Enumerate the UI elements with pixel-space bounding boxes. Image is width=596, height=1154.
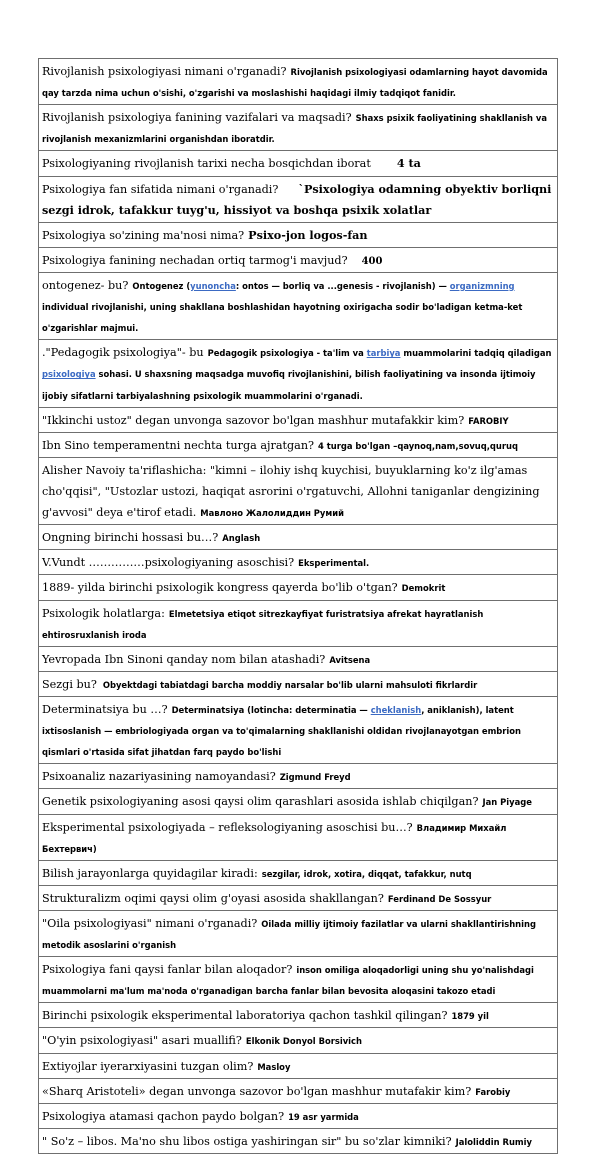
answer-text: Farobiy — [475, 1086, 511, 1097]
answer-text: Avitsena — [329, 654, 371, 665]
answer-part: individual rivojlanishi, uning shakllana boshlashidan hayotning oxirigacha sodir bo'ladigan ketma-ket o'zgarishlar majmui. — [42, 302, 523, 334]
answer-text: Anglash — [222, 533, 261, 544]
table-row — [39, 646, 558, 671]
answer-text: sezgilar, idrok, xotira, diqqat, tafakkur, nutq — [261, 868, 472, 879]
answer-text: Oilada milliy ijtimoiy fazilatlar va ularni shakllantirishning metodik asoslarini o'rganish — [42, 918, 536, 951]
answer-text: Masloy — [257, 1061, 291, 1072]
question-text: Strukturalizm oqimi qaysi olim g'oyasi asosida shakllangan? — [42, 891, 384, 905]
table-cell — [39, 957, 558, 1003]
table-cell — [39, 525, 558, 550]
question-text: "Oila psixologiyasi" nimani o'rganadi? — [42, 916, 258, 930]
question-text: ."Pedagogik psixologiya"- bu — [42, 346, 204, 360]
table-row — [39, 1053, 558, 1078]
table-cell — [39, 814, 558, 860]
question-text: Psixologiya fan sifatida nimani o'rganadi? — [42, 182, 279, 196]
table-row — [39, 1078, 558, 1103]
question-text: Ibn Sino temperamentni nechta turga ajratgan? — [42, 438, 315, 452]
question-text: Yevropada Ibn Sinoni qanday nom bilan atashadi? — [42, 652, 326, 666]
table-cell — [39, 1078, 558, 1103]
table-row — [39, 550, 558, 575]
table-row — [39, 525, 558, 550]
question-text: «Sharq Aristoteli» degan unvonga sazovor bo'lgan mashhur mutafakir kim? — [42, 1084, 472, 1098]
answer-text: Psixo-jon logos-fan — [248, 227, 368, 242]
table-cell — [39, 910, 558, 956]
question-text: Extiyojlar iyerarxiyasini tuzgan olim? — [42, 1059, 254, 1073]
answer-text: Мавлоно Жалолиддин Румий — [200, 508, 344, 519]
table-row — [39, 247, 558, 272]
answer-text: Rivojlanish psixologiyasi odamlarning hayot davomida qay tarzda nima uchun o'sishi, o'zgarishi va moslashishi haqidagi ilmiy tadqiqot fanidir. — [42, 67, 548, 99]
table-cell — [39, 247, 558, 272]
table-row — [39, 860, 558, 885]
answer-text: 4 ta — [396, 156, 421, 171]
table-row — [39, 59, 558, 105]
answer-text: Elkonik Donyol Borsivich — [245, 1036, 362, 1047]
question-text: Rivojlanish psixologiya fanining vazifalari va maqsadi? — [42, 111, 352, 125]
table-row — [39, 1103, 558, 1128]
table-cell — [39, 885, 558, 910]
answer-text: Eksperimental. — [298, 558, 370, 569]
qa-table — [38, 58, 558, 1154]
table-cell — [39, 1028, 558, 1053]
table-row — [39, 340, 558, 407]
table-row — [39, 105, 558, 151]
table-row — [39, 600, 558, 646]
answer-part: : ontos — borliq va ...genesis - rivojlanish) — — [235, 280, 450, 291]
table-row — [39, 457, 558, 524]
question-text: Psixoanaliz nazariyasining namoyandasi? — [42, 770, 276, 784]
table-cell — [39, 272, 558, 339]
answer-text: 4 turga bo'lgan –qaynoq,nam,sovuq,quruq — [318, 440, 518, 451]
question-text: Determinatsiya bu …? — [42, 702, 168, 716]
answer-text: Demokrit — [401, 583, 446, 594]
answer-text: 1879 yil — [451, 1011, 489, 1022]
table-row — [39, 885, 558, 910]
question-text: Sezgi bu? — [42, 677, 97, 691]
answer-text: Jaloliddin Rumiy — [455, 1136, 532, 1147]
answer-text: `Psixologiya odamning obyektiv borliqni sezgi idrok, tafakkur tuyg'u, hissiyot va boshqa psixik xolatlar — [42, 181, 552, 217]
wiki-link[interactable]: organizmning — [449, 280, 515, 291]
table-row — [39, 910, 558, 956]
answer-text: inson omiliga aloqadorligi uning shu yo'nalishdagi muammolarni ma'lum ma'noda o'rganadigan barcha fanlar bilan bevosita aloqasini takozo etadi — [42, 965, 534, 997]
table-cell — [39, 457, 558, 524]
question-text: V.Vundt ……………psixologiyaning asoschisi? — [42, 556, 295, 570]
table-cell — [39, 1053, 558, 1078]
answer-text: Ferdinand De Sossyur — [387, 893, 492, 904]
table-row — [39, 1028, 558, 1053]
table-cell — [39, 1003, 558, 1028]
answer-part: muammolarini tadqiq qiladigan — [400, 348, 552, 359]
answer-part: Pedagogik psixologiya - ta'lim va — [207, 348, 367, 359]
answer-text: Jan Piyage — [482, 797, 532, 808]
table-row — [39, 957, 558, 1003]
question-text: Psixologiya atamasi qachon paydo bolgan? — [42, 1109, 285, 1123]
wiki-link[interactable]: tarbiya — [366, 348, 401, 359]
table-row — [39, 432, 558, 457]
question-text: "O'yin psixologiyasi" asari muallifi? — [42, 1034, 242, 1048]
table-row — [39, 814, 558, 860]
wiki-link[interactable]: psixologiya — [42, 369, 96, 380]
answer-text: Shaxs psixik faoliyatining shakllanish va rivojlanish mexanizmlarini organishdan iboratdir. — [42, 113, 548, 145]
answer-text: Obyektdagi tabiatdagi barcha moddiy narsalar bo'lib ularni mahsuloti fikrlardir — [102, 679, 478, 690]
table-cell — [39, 222, 558, 247]
table-row — [39, 789, 558, 814]
table-row — [39, 671, 558, 696]
question-text: ontogenez- bu? — [42, 278, 129, 292]
table-row — [39, 1128, 558, 1153]
table-cell — [39, 575, 558, 600]
table-cell — [39, 600, 558, 646]
answer-text: 400 — [361, 255, 383, 267]
table-cell — [39, 151, 558, 176]
question-text: Rivojlanish psixologiyasi nimani o'rganadi? — [42, 65, 287, 78]
table-cell — [39, 671, 558, 696]
question-text: Psixologiya fani qaysi fanlar bilan aloqador? — [42, 963, 293, 977]
table-cell — [39, 696, 558, 763]
answer-part: , aniklanish), latent ixtisoslanish — embriologiyada organ va to'qimalarning shakllanishi oldidan rivojlanayotgan embrion qismlari o'rtasida sifat jihatdan farq paydo bo'lishi — [42, 704, 522, 758]
wiki-link[interactable]: cheklanish — [370, 704, 422, 715]
question-text: Ongning birinchi hossasi bu…? — [42, 531, 219, 545]
table-cell — [39, 1103, 558, 1128]
wiki-link[interactable]: yunoncha — [190, 280, 236, 291]
table-cell — [39, 646, 558, 671]
table-row — [39, 176, 558, 222]
answer-part: Ontogenez ( — [132, 280, 191, 291]
table-cell — [39, 105, 558, 151]
question-text: Genetik psixologiyaning asosi qaysi olim qarashlari asosida ishlab chiqilgan? — [42, 795, 479, 809]
question-text: Eksperimental psixologiyada – refleksologiyaning asoschisi bu…? — [42, 820, 413, 834]
table-row — [39, 222, 558, 247]
answer-part: sohasi. U shaxsning maqsadga muvofiq rivojlanishini, bilish faoliyatining va insonda ijtimoiy ijobiy sifatlarni tarbiyalashning psixologik muammolarini o'rganadi. — [42, 369, 536, 401]
table-cell — [39, 860, 558, 885]
table-cell — [39, 789, 558, 814]
question-text: Psixologiya fanining nechadan ortiq tarmog'i mavjud? — [42, 253, 348, 267]
question-text: 1889- yilda birinchi psixologik kongress qayerda bo'lib o'tgan? — [42, 581, 398, 595]
answer-text: Владимир Михайл Бехтервич) — [42, 822, 507, 854]
table-row — [39, 407, 558, 432]
question-text: Psixologiyaning rivojlanish tarixi necha bosqichdan iborat — [42, 157, 371, 171]
question-text: Birinchi psixologik eksperimental laboratoriya qachon tashkil qilingan? — [42, 1009, 448, 1023]
answer-text: 19 asr yarmida — [288, 1111, 359, 1122]
question-text: Psixologik holatlarga: — [42, 606, 165, 620]
table-row — [39, 151, 558, 176]
table-cell — [39, 340, 558, 407]
table-row — [39, 696, 558, 763]
answer-text: Zigmund Freyd — [279, 772, 351, 783]
table-cell — [39, 59, 558, 105]
question-text: "Ikkinchi ustoz" degan unvonga sazovor bo'lgan mashhur mutafakkir kim? — [42, 413, 465, 427]
question-text: Bilish jarayonlarga quyidagilar kiradi: — [42, 866, 258, 880]
table-cell — [39, 1128, 558, 1153]
answer-text: Elmetetsiya etiqot sitrezkayfiyat furistratsiya afrekat hayratlanish ehtirosruxlanish iroda — [42, 608, 484, 640]
table-row — [39, 272, 558, 339]
table-cell — [39, 764, 558, 789]
answer-text: FAROBIY — [468, 415, 509, 426]
table-row — [39, 764, 558, 789]
answer-part: Determinatsiya (lotincha: determinatia — — [171, 704, 371, 715]
table-cell — [39, 432, 558, 457]
table-row — [39, 575, 558, 600]
question-text: Psixologiya so'zining ma'nosi nima? — [42, 228, 245, 242]
question-text: " So'z – libos. Ma'no shu libos ostiga yashiringan sir" bu so'zlar kimniki? — [42, 1134, 452, 1148]
question-text: Alisher Navoiy ta'riflashicha: "kimni – ilohiy ishq kuychisi, buyuklarning ko'z ilg'amas cho'qqisi", "Ustozlar ustozi, haqiqat asrorini o'rgatuvchi, Allohni taniganlar dengizining g'avvosi" deya e'tirof etadi. — [42, 463, 540, 520]
table-cell — [39, 550, 558, 575]
table-row — [39, 1003, 558, 1028]
table-cell — [39, 176, 558, 222]
table-cell — [39, 407, 558, 432]
